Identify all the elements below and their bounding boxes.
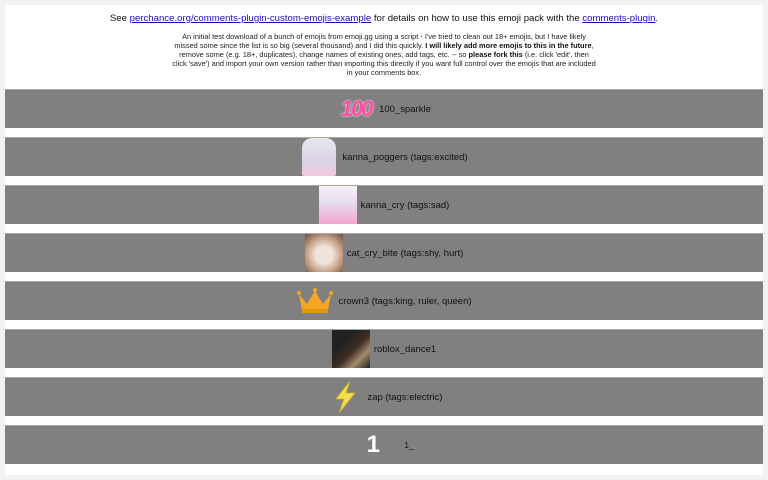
intro-middle: for details on how to use this emoji pack with the [371, 13, 583, 24]
comments-plugin-link[interactable]: comments-plugin [582, 13, 656, 24]
emoji-label: kanna_cry (tags:sad) [360, 199, 450, 211]
emoji-label: crown3 (tags:king, ruler, queen) [338, 295, 472, 307]
desc-part2: , remove some (e.g. 18+, duplicates), change names of existing ones, add tags, etc. -- so [179, 41, 594, 60]
cat-cry-bite-emoji-icon [305, 234, 343, 272]
emoji-label: kanna_poggers (tags:excited) [342, 151, 468, 163]
content-panel [5, 5, 763, 475]
emoji-row-100-sparkle[interactable] [5, 89, 763, 128]
emoji-row-cat-cry-bite[interactable] [5, 233, 763, 272]
kanna-cry-emoji-icon [319, 186, 357, 224]
intro-suffix: . [655, 13, 659, 24]
emoji-label: zap (tags:electric) [367, 391, 443, 403]
desc-bold1: I will likely add more emojis to this in the future [425, 41, 592, 51]
number-one-emoji-icon [354, 426, 392, 464]
desc-part3: (i.e. click 'edit', then click 'save') and import your own version rather than importing this directly if you want full control over the emojis that are included in your comments box. [172, 50, 596, 78]
one-glyph: 1 [366, 431, 380, 458]
hundred-sparkle-emoji-icon [337, 90, 375, 128]
emoji-label: 1_ [404, 440, 414, 450]
emoji-row-zap[interactable] [5, 377, 763, 416]
emoji-row-kanna-poggers[interactable] [5, 137, 763, 176]
emoji-label: 100_sparkle [379, 103, 431, 115]
emoji-row-crown3[interactable] [5, 281, 763, 320]
description [172, 32, 597, 77]
intro-line [5, 5, 763, 24]
zap-emoji-icon [326, 378, 364, 416]
emoji-label: roblox_dance1 [373, 343, 437, 355]
custom-emojis-example-link[interactable]: perchance.org/comments-plugin-custom-emojis-example [129, 13, 372, 24]
emoji-row-kanna-cry[interactable] [5, 185, 763, 224]
hundred-glyph: 100 [340, 96, 372, 121]
intro-prefix: See [109, 13, 130, 24]
emoji-label: cat_cry_bite (tags:shy, hurt) [346, 247, 464, 259]
kanna-poggers-emoji-icon [300, 138, 338, 176]
desc-bold2: please fork this [468, 50, 523, 60]
emoji-row-1[interactable] [5, 425, 763, 464]
crown-emoji-icon [296, 282, 334, 320]
roblox-dance-emoji-icon [332, 330, 370, 368]
desc-part1: An initial test download of a bunch of emojis from emoji.gg using a script - I've tried to clean out 18+ emojis, but I have likely missed some since the list is so big (several thousand) and I did this quickly. [174, 32, 586, 51]
emoji-list [5, 89, 763, 473]
emoji-row-roblox-dance1[interactable] [5, 329, 763, 368]
